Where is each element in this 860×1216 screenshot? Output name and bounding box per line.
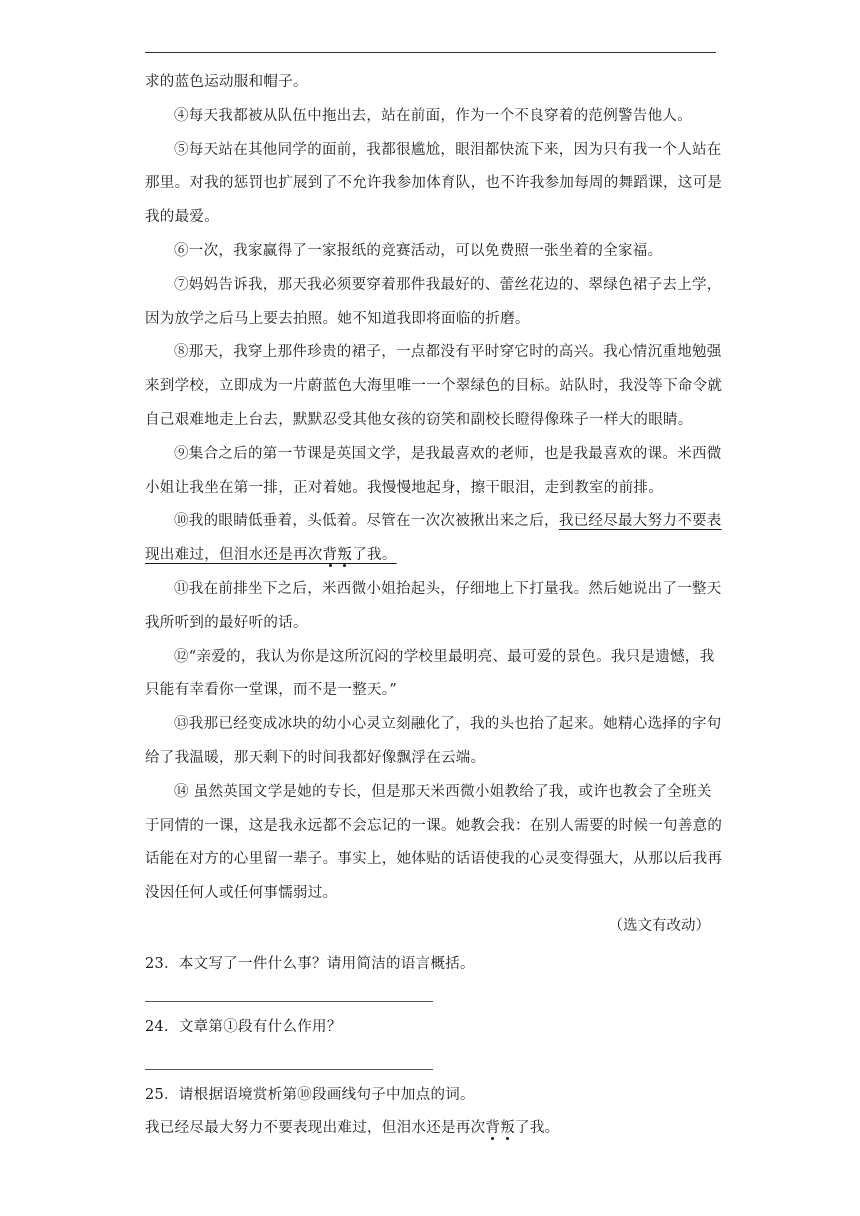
question-25-sentence: [145, 1116, 559, 1140]
question-25: 25．请根据语境赏析第⑩段画线句子中加点的词。: [145, 1087, 475, 1103]
paragraph-6: ⑥一次，我家赢得了一家报纸的竞赛活动，可以免费照一张坐着的全家福。: [174, 242, 663, 259]
paragraph-11: ⑪我在前排坐下之后，米西微小姐抬起头，仔细地上下打量我。然后她说出了一整天我所听到的最好听的话。: [145, 580, 722, 631]
underlined-text-a: 我已经尽最大努力不要表现出难过，但泪水还是再次: [145, 513, 722, 564]
answer-line-23[interactable]: [145, 1001, 433, 1002]
question-23: 23．本文写了一件什么事？请用简洁的语言概括。: [145, 956, 475, 972]
source-note: （选文有改动）: [608, 918, 710, 934]
paragraph-12: ⑫“亲爱的，我认为你是这所沉闷的学校里最明亮、最可爱的景色。我只是遗憾，我只能有幸看你一堂课，而不是一整天。”: [145, 648, 715, 699]
q25-dotted-char-2: 叛: [500, 1120, 516, 1136]
answer-line-24[interactable]: [145, 1069, 433, 1070]
paragraph-continued: 求的蓝色运动服和帽子。: [145, 74, 308, 90]
paragraph-8: ⑧那天，我穿上那件珍贵的裙子，一点都没有平时穿它时的高兴。我心情沉重地勉强来到学校，立即成为一片蔚蓝色大海里唯一一个翠绿色的目标。站队时，我没等下命令就自己艰难地走上台去，默默忍受其他女孩的窃笑和副校长瞪得像珠子一样大的眼睛。: [145, 344, 723, 428]
paragraph-7: ⑦妈妈告诉我，那天我必须要穿着那件我最好的、蕾丝花边的、翠绿色裙子去上学，因为放学之后马上要去拍照。她不知道我即将面临的折磨。: [145, 276, 722, 327]
paragraph-4: ④每天我都被从队伍中拖出去，站在前面，作为一个不良穿着的范例警告他人。: [174, 107, 692, 124]
paragraph-14: ⑭ 虽然英国文学是她的专长，但是那天米西微小姐教给了我，或许也教会了全班关于同情的一课，这是我永远都不会忘记的一课。她教会我：在别人需要的时候一句善意的话能在对方的心里留一辈子。事实上，她体贴的话语使我的心灵变得强大，从那以后我再没因任何人或任何事懦弱过。: [145, 783, 723, 902]
paragraph-9: ⑨集合之后的第一节课是英国文学，是我最喜欢的老师，也是我最喜欢的课。米西微小姐让我坐在第一排，正对着她。我慢慢地起身，擦干眼泪，走到教室的前排。: [145, 445, 722, 496]
dotted-char-1: 背: [322, 547, 338, 564]
paragraph-10: [145, 505, 725, 573]
q25-text-b: 了我。: [515, 1120, 560, 1136]
reading-passage: [145, 66, 725, 911]
top-rule: [145, 52, 716, 53]
paragraph-13: ⑬我那已经变成冰块的幼小心灵立刻融化了，我的头也抬了起来。她精心选择的字句给了我温暖，那天剩下的时间我都好像飘浮在云端。: [145, 716, 722, 766]
dotted-char-2: 叛: [337, 547, 353, 564]
underlined-text-b: 了我。: [352, 547, 397, 564]
question-24: 24．文章第①段有什么作用？: [145, 1019, 342, 1035]
q25-dotted-char-1: 背: [485, 1120, 501, 1136]
paragraph-5: ⑤每天站在其他同学的面前，我都很尴尬，眼泪都快流下来，因为只有我一个人站在那里。对我的惩罚也扩展到了不允许我参加体育队，也不许我参加每周的舞蹈课，这可是我的最爱。: [145, 141, 723, 226]
paragraph-10-text: ⑩我的眼睛低垂着，头低着。尽管在一次次被揪出来之后，: [174, 513, 559, 530]
q25-text-a: 我已经尽最大努力不要表现出难过，但泪水还是再次: [145, 1120, 486, 1136]
